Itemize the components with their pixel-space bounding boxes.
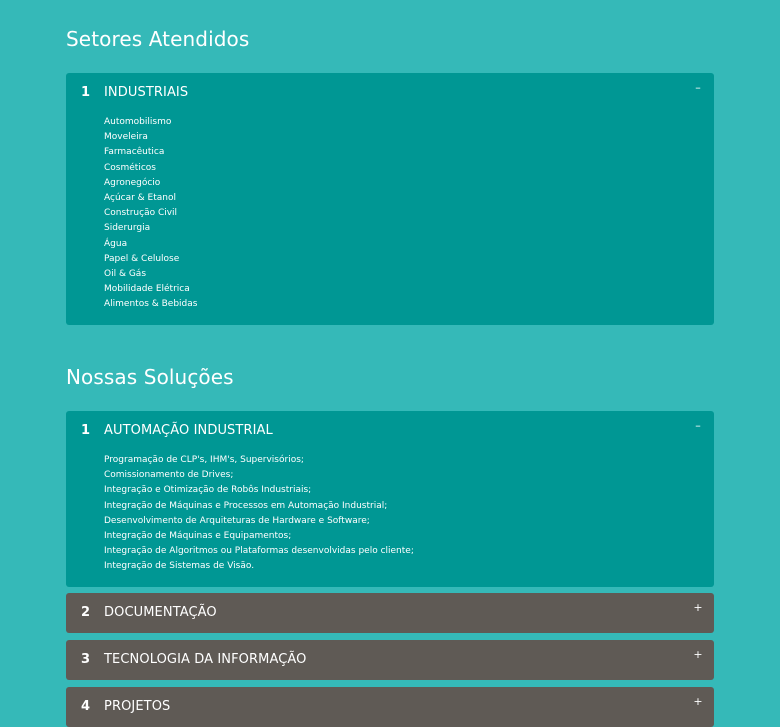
accordion-number: 1 bbox=[81, 423, 91, 438]
sector-list bbox=[104, 115, 714, 313]
accordion-item-automacao-industrial bbox=[66, 411, 714, 587]
collapse-icon[interactable]: – bbox=[695, 81, 701, 94]
list-item: Farmacêutica bbox=[104, 147, 165, 158]
list-item: Mobilidade Elétrica bbox=[104, 284, 190, 295]
list-item: Integração de Algoritmos ou Plataformas desenvolvidas pelo cliente; bbox=[104, 546, 414, 557]
accordion-title: AUTOMAÇÃO INDUSTRIAL bbox=[104, 423, 273, 438]
list-item: Construção Civil bbox=[104, 208, 178, 219]
accordion-header-automacao-industrial[interactable] bbox=[66, 411, 714, 451]
accordion-title: TECNOLOGIA DA INFORMAÇÃO bbox=[104, 651, 307, 667]
accordion-body-automacao-industrial bbox=[66, 453, 714, 587]
accordion-title: DOCUMENTAÇÃO bbox=[104, 604, 217, 620]
list-item: Açúcar & Etanol bbox=[104, 193, 176, 204]
accordion-header-industriais[interactable] bbox=[66, 73, 714, 113]
list-item: Integração e Otimização de Robôs Industriais; bbox=[104, 485, 312, 496]
list-item: Comissionamento de Drives; bbox=[104, 470, 234, 481]
accordion-number: 2 bbox=[81, 604, 91, 620]
collapse-icon[interactable]: – bbox=[695, 419, 701, 432]
sectors-section bbox=[66, 27, 714, 325]
list-item: Agronegócio bbox=[104, 177, 161, 188]
accordion-header-tecnologia-da-informacao[interactable] bbox=[66, 640, 714, 680]
solutions-heading: Nossas Soluções bbox=[66, 365, 234, 389]
accordion-title: PROJETOS bbox=[104, 698, 171, 714]
list-item: Oil & Gás bbox=[104, 269, 147, 280]
accordion-header-documentacao[interactable] bbox=[66, 593, 714, 633]
expand-icon[interactable]: + bbox=[693, 694, 703, 708]
accordion-number: 3 bbox=[81, 651, 91, 667]
solutions-section bbox=[66, 365, 714, 727]
list-item: Cosméticos bbox=[104, 162, 156, 173]
list-item: Desenvolvimento de Arquiteturas de Hardware e Software; bbox=[104, 515, 370, 526]
list-item: Alimentos & Bebidas bbox=[104, 299, 198, 310]
accordion-number: 4 bbox=[81, 698, 91, 714]
accordion-body-industriais bbox=[66, 115, 714, 325]
expand-icon[interactable]: + bbox=[693, 647, 703, 661]
list-item: Papel & Celulose bbox=[104, 253, 180, 264]
expand-icon[interactable]: + bbox=[693, 600, 703, 614]
sectors-heading: Setores Atendidos bbox=[66, 27, 250, 51]
list-item: Integração de Máquinas e Processos em Automação Industrial; bbox=[104, 500, 388, 511]
solution-list bbox=[104, 453, 714, 575]
accordion-item-projetos[interactable] bbox=[66, 687, 714, 727]
list-item: Água bbox=[104, 238, 128, 249]
accordion-title: INDUSTRIAIS bbox=[104, 85, 189, 100]
accordion-item-documentacao[interactable] bbox=[66, 593, 714, 633]
list-item: Moveleira bbox=[104, 132, 148, 143]
accordion-number: 1 bbox=[81, 85, 91, 100]
accordion-item-tecnologia-da-informacao[interactable] bbox=[66, 640, 714, 680]
list-item: Integração de Sistemas de Visão. bbox=[104, 561, 255, 572]
list-item: Automobilismo bbox=[104, 117, 172, 127]
accordion-header-projetos[interactable] bbox=[66, 687, 714, 727]
list-item: Siderurgia bbox=[104, 223, 151, 234]
list-item: Programação de CLP's, IHM's, Supervisórios; bbox=[104, 455, 304, 465]
accordion-item-industriais bbox=[66, 73, 714, 325]
list-item: Integração de Máquinas e Equipamentos; bbox=[104, 531, 292, 542]
